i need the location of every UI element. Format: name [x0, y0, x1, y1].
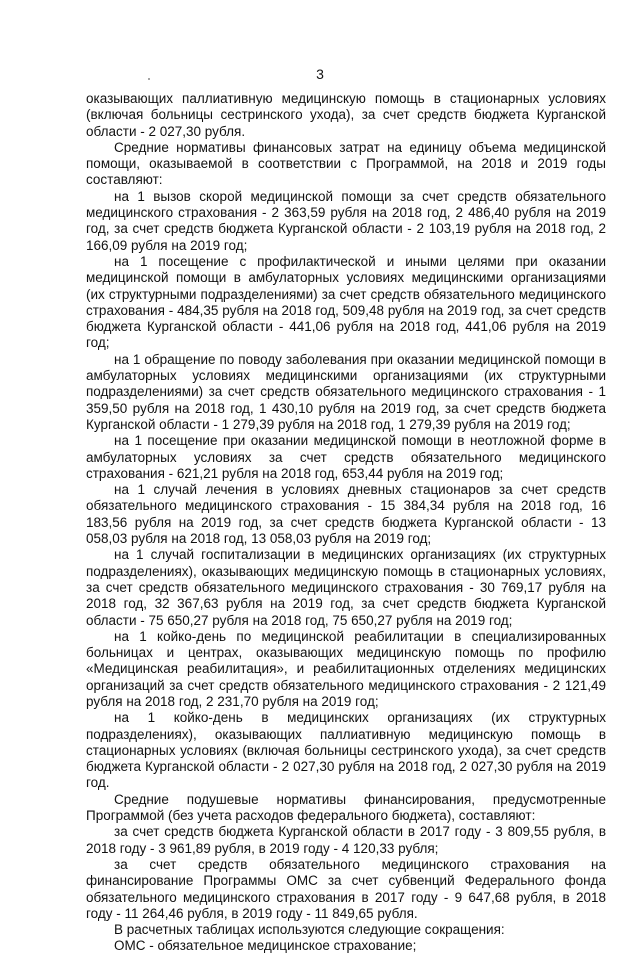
paragraph-disease-appeal: на 1 обращение по поводу заболевания при оказании медицинской помощи в амбулаторных условиях медицинскими организациями (их структурными подразделениями) за счет средств обязательного медицинского страхования - 1 359,50 рубля на 2018 год, 1 430,10 рубля на 2019 год, за счет средств бюджета Курганской области - 1 279,39 рубля на 2018 год, 1 279,39 рубля на 2019 год;: [86, 351, 606, 432]
paragraph-palliative-bed-day: на 1 койко-день в медицинских организациях (их структурных подразделениях), оказывающих паллиативную медицинскую помощь в стационарных условиях (включая больницы сестринского ухода), за счет средств бюджета Курганской области - 2 027,30 рубля на 2018 год, 2 027,30 рубля на 2019 год.: [86, 710, 606, 791]
paragraph-oms-funding: за счет средств обязательного медицинского страхования на финансирование Программы ОМС за счет субвенций Федерального фонда обязательного медицинского страхования в 2017 году - 9 647,68 рубля, в 2018 году - 11 264,46 рубля, в 2019 году - 11 849,65 рубля.: [86, 856, 606, 921]
paragraph-abbreviation-oms: ОМС - обязательное медицинское страхование;: [114, 938, 417, 954]
scan-speck: [148, 78, 150, 80]
document-body: [86, 91, 606, 955]
page-number: 3: [316, 66, 324, 82]
paragraph-preventive-visit: на 1 посещение с профилактической и иными целями при оказании медицинской помощи в амбулаторных условиях медицинскими организациями (их структурными подразделениями) за счет средств обязательного медицинского страхования - 484,35 рубля на 2018 год, 509,48 рубля на 2019 год, за счет средств бюджета Курганской области - 441,06 рубля на 2018 год, 441,06 рубля на 2019 год;: [86, 253, 606, 351]
paragraph-per-capita-intro: Средние подушевые нормативы финансирования, предусмотренные Программой (без учета расходов федерального бюджета), составляют:: [86, 791, 606, 824]
paragraph-rehabilitation-bed-day: на 1 койко-день по медицинской реабилитации в специализированных больницах и центрах, оказывающих медицинскую помощь по профилю «Медицинская реабилитация», и реабилитационных отделениях медицинских организаций за счет средств обязательного медицинского страхования - 2 121,49 рубля на 2018 год, 2 231,70 рубля на 2019 год;: [86, 628, 606, 709]
paragraph-ambulance-call: на 1 вызов скорой медицинской помощи за счет средств обязательного медицинского страхования - 2 363,59 рубля на 2018 год, 2 486,40 рубля на 2019 год, за счет средств бюджета Курганской области - 2 103,19 рубля на 2018 год, 2 166,09 рубля на 2019 год;: [86, 188, 606, 253]
paragraph-abbreviations-intro: В расчетных таблицах используются следующие сокращения:: [114, 922, 505, 938]
paragraph-norms-intro: Средние нормативы финансовых затрат на единицу объема медицинской помощи, оказываемой в соответствии с Программой, на 2018 и 2019 годы составляют:: [86, 139, 606, 188]
paragraph-regional-budget: за счет средств бюджета Курганской области в 2017 году - 3 809,55 рубля, в 2018 году - 3 961,89 рубля, в 2019 году - 4 120,33 рубля;: [86, 824, 606, 856]
paragraph-continuation: оказывающих паллиативную медицинскую помощь в стационарных условиях (включая больницы сестринского ухода), за счет средств бюджета Курганской области - 2 027,30 рубля.: [86, 91, 606, 139]
paragraph-urgent-visit: на 1 посещение при оказании медицинской помощи в неотложной форме в амбулаторных условиях за счет средств обязательного медицинского страхования - 621,21 рубля на 2018 год, 653,44 рубля на 2019 год;: [86, 433, 606, 481]
paragraph-hospitalization: на 1 случай госпитализации в медицинских организациях (их структурных подразделениях), оказывающих медицинскую помощь в стационарных условиях, за счет средств обязательного медицинского страхования - 30 769,17 рубля на 2018 год, 32 367,63 рубля на 2019 год, за счет средств бюджета Курганской области - 75 650,27 рубля на 2018 год, 75 650,27 рубля на 2019 год;: [86, 547, 606, 628]
paragraph-day-hospital: на 1 случай лечения в условиях дневных стационаров за счет средств обязательного медицинского страхования - 15 384,34 рубля на 2018 год, 16 183,56 рубля на 2019 год, за счет средств бюджета Курганской области - 13 058,03 рубля на 2018 год, 13 058,03 рубля на 2019 год;: [86, 482, 606, 547]
